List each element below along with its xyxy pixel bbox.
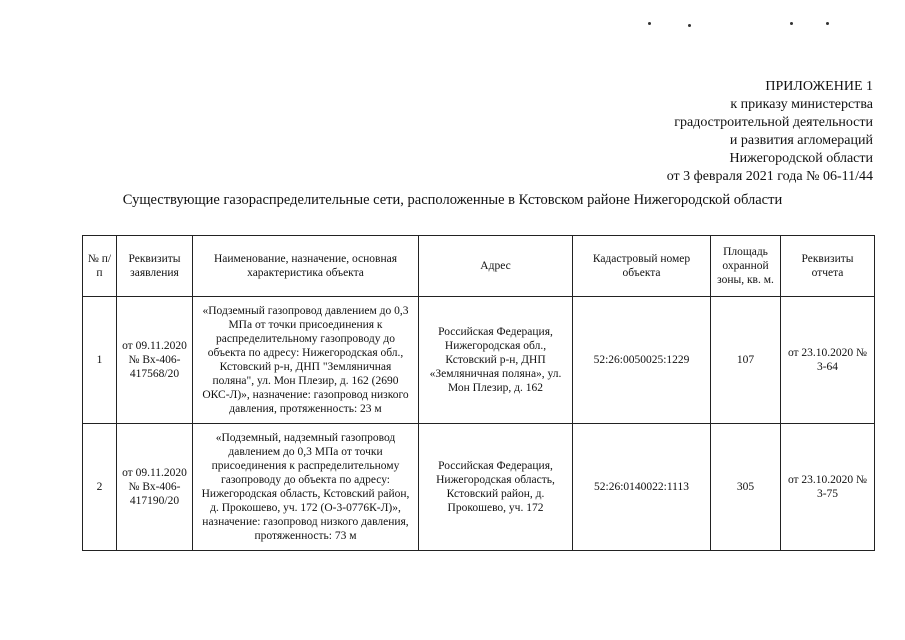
appendix-header [667, 78, 873, 186]
object-description: «Подземный, надземный газопровод давлением до 0,3 МПа от точки присоединения к распределительному газопроводу до объекта по адресу: Нижегородская область, Кстовский район, д. Прокошево, уч. 172 (О-3-0776К-Л)», назначение: газопровод низкого давления, протяженность: 73 м [193, 424, 419, 551]
gas-networks-table [82, 235, 875, 551]
region-line: Нижегородской области [729, 151, 873, 166]
scan-mark [790, 22, 793, 25]
column-header: Реквизиты отчета [781, 236, 875, 297]
column-header: Кадастровый номер объекта [573, 236, 711, 297]
table-row [83, 424, 875, 551]
appendix-label: ПРИЛОЖЕНИЕ 1 [765, 79, 873, 94]
ministry-line: и развития агломераций [729, 133, 873, 148]
report-details: от 23.10.2020 № 3-64 [781, 297, 875, 424]
application-details: от 09.11.2020 № Вх-406-417568/20 [117, 297, 193, 424]
column-header: Наименование, назначение, основная характеристика объекта [193, 236, 419, 297]
object-address: Российская Федерация, Нижегородская обл., Кстовский р-н, ДНП «Земляничная поляна», ул. Мон Плезир, д. 162 [419, 297, 573, 424]
cadastral-number: 52:26:0140022:1113 [573, 424, 711, 551]
scan-mark [826, 22, 829, 25]
table-row [83, 297, 875, 424]
object-address: Российская Федерация, Нижегородская область, Кстовский район, д. Прокошево, уч. 172 [419, 424, 573, 551]
document-title: Существующие газораспределительные сети, расположенные в Кстовском районе Нижегородской области [122, 192, 783, 208]
column-header: Адрес [419, 236, 573, 297]
protection-zone-area: 305 [711, 424, 781, 551]
scan-mark [688, 24, 691, 27]
order-ref-line: к приказу министерства [730, 97, 873, 112]
application-details: от 09.11.2020 № Вх-406-417190/20 [117, 424, 193, 551]
ministry-line: градостроительной деятельности [674, 115, 873, 130]
row-number: 1 [83, 297, 117, 424]
column-header: № п/п [83, 236, 117, 297]
object-description: «Подземный газопровод давлением до 0,3 МПа от точки присоединения к распределительному газопроводу до объекта по адресу: Нижегородская обл., Кстовский р-н, ДНП "Земляничная поляна", ул. Мон Плезир, д. 162 (2690 ОКС-Л)», назначение: газопровод низкого давления, протяженность: 23 м [193, 297, 419, 424]
column-header: Площадь охранной зоны, кв. м. [711, 236, 781, 297]
order-date-line: от 3 февраля 2021 года № 06-11/44 [666, 169, 873, 184]
protection-zone-area: 107 [711, 297, 781, 424]
cadastral-number: 52:26:0050025:1229 [573, 297, 711, 424]
column-header: Реквизиты заявления [117, 236, 193, 297]
scan-mark [648, 22, 651, 25]
table-header-row [83, 236, 875, 297]
row-number: 2 [83, 424, 117, 551]
report-details: от 23.10.2020 № 3-75 [781, 424, 875, 551]
